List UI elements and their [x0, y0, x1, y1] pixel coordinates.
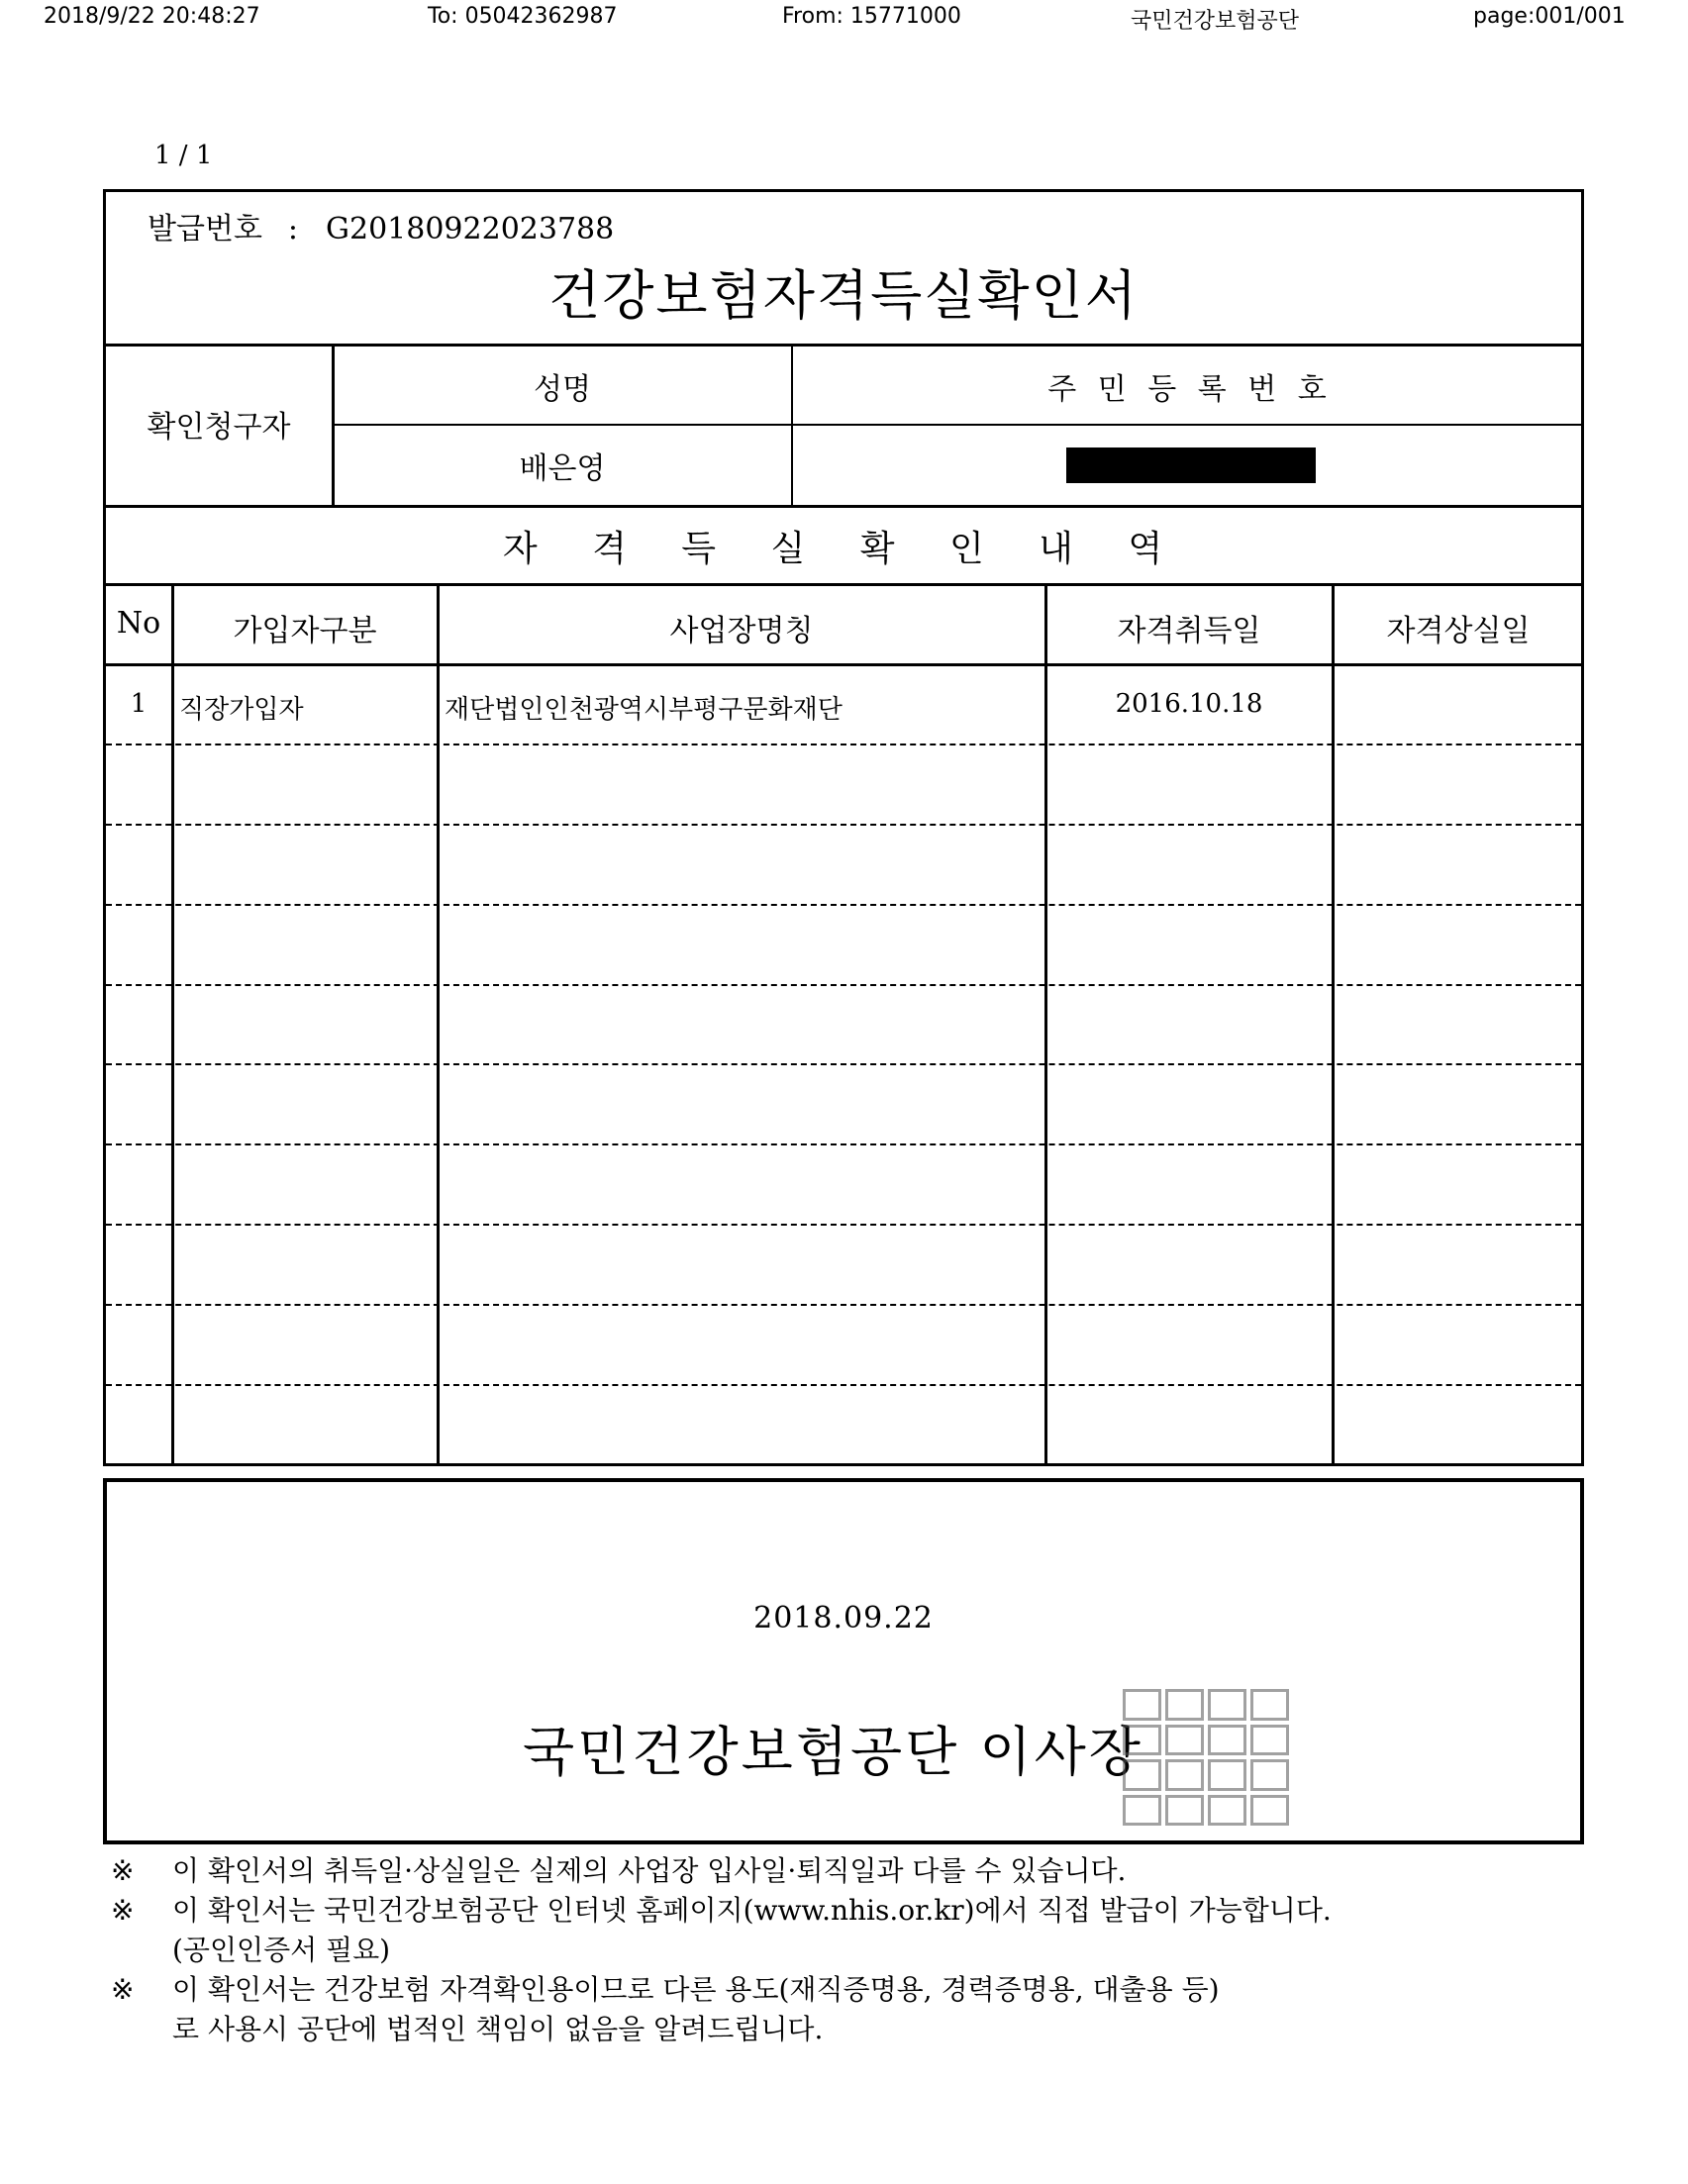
row-separator — [106, 824, 1581, 826]
footnote — [111, 1891, 1596, 1970]
fax-to: To: 05042362987 — [428, 4, 618, 29]
name-header: 성명 — [534, 372, 591, 407]
issuer-name: 국민건강보험공단 이사장 — [523, 1721, 1143, 1783]
reference-mark: ※ — [111, 1973, 135, 2006]
row-separator — [106, 744, 1581, 745]
page-count: 1 / 1 — [154, 141, 213, 170]
row-separator — [106, 1224, 1581, 1226]
footnote — [111, 1851, 1596, 1891]
footnote-line: 로 사용시 공단에 법적인 책임이 없음을 알려드립니다. — [172, 2013, 824, 2045]
divider — [171, 584, 174, 1463]
col-header-acquired-date: 자격취득일 — [1117, 614, 1261, 648]
requester-label: 확인청구자 — [147, 410, 291, 445]
fax-page: page:001/001 — [1473, 4, 1626, 29]
row-no: 1 — [130, 689, 148, 719]
row-acquired-date: 2016.10.18 — [1115, 689, 1263, 719]
row-separator — [106, 904, 1581, 906]
history-title: 자 격 득 실 확 인 내 역 — [502, 529, 1185, 569]
divider — [106, 344, 1581, 347]
fax-from: From: 15771000 — [782, 4, 961, 29]
name-value: 배은영 — [519, 451, 606, 486]
id-number-header: 주 민 등 록 번 호 — [1047, 372, 1333, 407]
divider — [437, 584, 440, 1463]
row-separator — [106, 1063, 1581, 1065]
issue-separator: : — [287, 212, 299, 247]
footnote-line: 이 확인서의 취득일·상실일은 실제의 사업장 입사일·퇴직일과 다를 수 있습니다. — [172, 1854, 1127, 1887]
official-seal-icon — [1117, 1683, 1295, 1832]
footnotes — [111, 1851, 1596, 2049]
row-workplace: 재단법인인천광역시부평구문화재단 — [445, 695, 843, 725]
divider — [106, 663, 1581, 666]
redaction-bar — [1066, 447, 1316, 483]
issue-label: 발급번호 — [148, 212, 262, 247]
col-header-member-type: 가입자구분 — [233, 614, 377, 648]
row-separator — [106, 1384, 1581, 1386]
reference-mark: ※ — [111, 1894, 135, 1927]
issue-number: G20180922023788 — [326, 212, 615, 247]
divider — [1332, 584, 1335, 1463]
divider — [106, 583, 1581, 586]
footnote-line: 이 확인서는 국민건강보험공단 인터넷 홈페이지(www.nhis.or.kr)에서 직접 발급이 가능합니다. — [172, 1894, 1332, 1927]
certificate-frame — [103, 189, 1584, 1466]
footnote-line: 이 확인서는 건강보험 자격확인용이므로 다른 용도(재직증명용, 경력증명용, 대출용 등) — [172, 1973, 1220, 2006]
row-member-type: 직장가입자 — [179, 695, 304, 725]
footnote — [111, 1970, 1596, 2049]
divider — [106, 505, 1581, 508]
row-separator — [106, 1304, 1581, 1306]
signature-box — [103, 1478, 1584, 1844]
fax-org: 국민건강보험공단 — [1131, 9, 1300, 34]
col-header-lost-date: 자격상실일 — [1386, 614, 1531, 648]
issue-number-line — [148, 204, 614, 248]
row-separator — [106, 984, 1581, 986]
col-header-workplace: 사업장명칭 — [669, 614, 814, 648]
row-separator — [106, 1143, 1581, 1145]
reference-mark: ※ — [111, 1854, 135, 1887]
divider — [333, 424, 1584, 426]
fax-header — [0, 0, 1688, 40]
issue-date: 2018.09.22 — [753, 1601, 934, 1636]
col-header-no: No — [116, 606, 161, 641]
document-title: 건강보험자격득실확인서 — [548, 264, 1139, 327]
fax-datetime: 2018/9/22 20:48:27 — [44, 4, 260, 29]
footnote-line: (공인인증서 필요) — [172, 1934, 391, 1966]
